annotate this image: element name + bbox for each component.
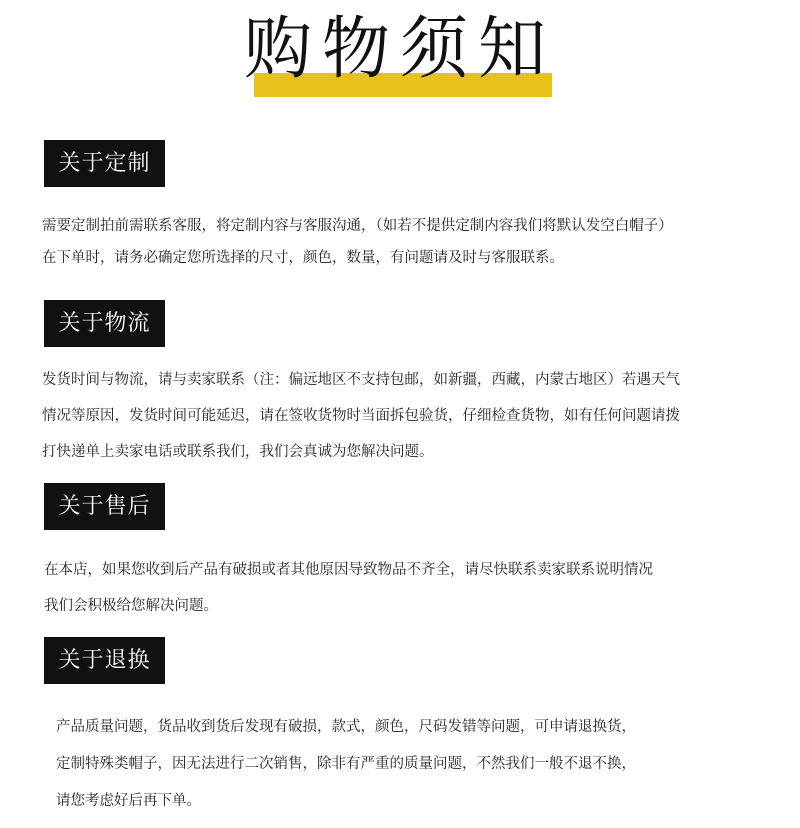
text-line: 在下单时，请务必确定您所选择的尺寸，颜色，数量，有问题请及时与客服联系。 [42, 250, 564, 266]
page-title: 购物须知 [243, 10, 556, 89]
text-line: 产品质量问题，货品收到货后发现有破损，款式，颜色，尺码发错等问题，可申请退换货， [56, 719, 636, 735]
text-line: 我们会积极给您解决问题。 [44, 598, 218, 614]
section-heading-returns: 关于退换 [44, 637, 165, 684]
text-line: 情况等原因，发货时间可能延迟，请在签收货物时当面拆包验货，仔细检查货物，如有任何问题请拨 [42, 408, 680, 424]
section-body-logistics [42, 362, 680, 470]
text-line: 发货时间与物流，请与卖家联系（注：偏远地区不支持包邮，如新疆，西藏，内蒙古地区）若遇天气 [42, 372, 680, 388]
section-body-aftersales [44, 552, 653, 624]
section-heading-logistics: 关于物流 [44, 300, 165, 347]
text-line: 定制特殊类帽子，因无法进行二次销售，除非有严重的质量问题，不然我们一般不退不换， [56, 756, 636, 772]
section-heading-custom: 关于定制 [44, 140, 165, 187]
text-line: 在本店，如果您收到后产品有破损或者其他原因导致物品不齐全，请尽快联系卖家联系说明情况 [44, 562, 653, 578]
text-line: 需要定制拍前需联系客服，将定制内容与客服沟通，（如若不提供定制内容我们将默认发空白帽子） [42, 218, 673, 234]
section-body-returns [56, 709, 636, 820]
text-line: 请您考虑好后再下单。 [56, 793, 201, 809]
page-header [0, 8, 800, 98]
section-heading-aftersales: 关于售后 [44, 483, 165, 530]
section-body-custom [42, 210, 673, 274]
text-line: 打快递单上卖家电话或联系我们，我们会真诚为您解决问题。 [42, 444, 434, 460]
